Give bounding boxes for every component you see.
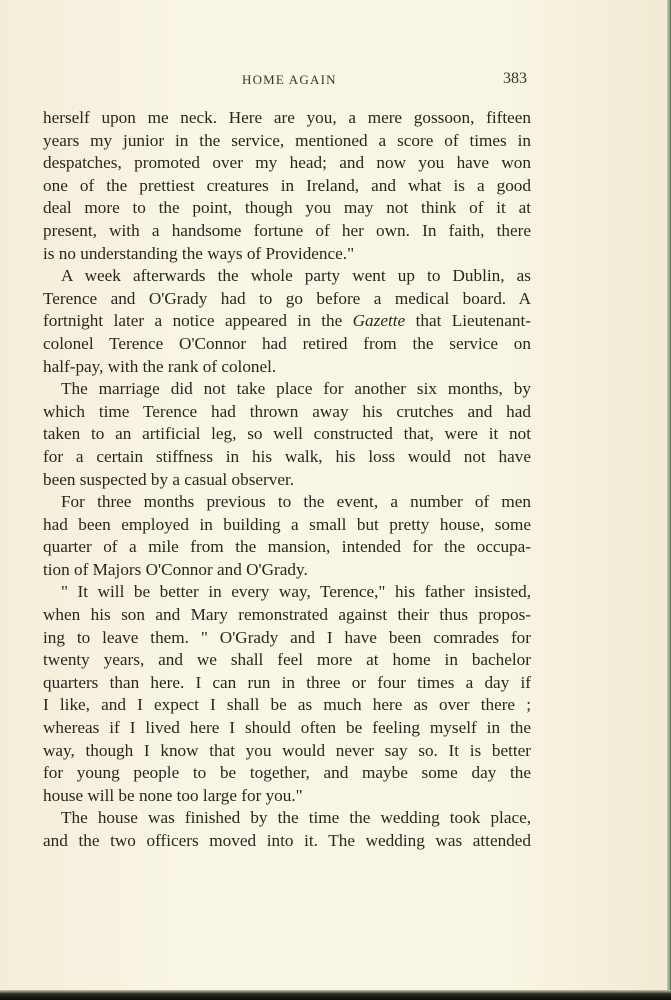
text-segment: that Lieutenant- [405,311,531,331]
text-line: house will be none too large for you." [43,785,303,805]
text-line: tion of Majors O'Connor and O'Grady. [43,559,308,579]
text-line: The marriage did not take place for another six months, by [61,379,531,399]
text-line: " It will be better in every way, Terence," his father insisted, [61,582,531,602]
text-line: colonel Terence O'Connor had retired from the service on [43,333,531,353]
page-edge-bottom [0,990,671,1000]
text-segment: fortnight later a notice appeared in the [43,311,353,331]
text-line: for young people to be together, and maybe some day the [43,763,531,783]
text-line: is no understanding the ways of Providence." [43,243,355,263]
text-line: for a certain stiffness in his walk, his loss would not have [43,446,531,466]
text-line: whereas if I lived here I should often be feeling myself in the [43,718,531,738]
text-line: despatches, promoted over my head; and now you have won [43,153,531,173]
text-line: taken to an artificial leg, so well constructed that, were it not [43,424,531,444]
text-line: present, with a handsome fortune of her own. In faith, there [43,220,531,240]
text-line: A week afterwards the whole party went up to Dublin, as [61,266,531,286]
text-line: ing to leave them. " O'Grady and I have been comrades for [43,627,531,647]
text-line: quarters than here. I can run in three or four times a day if [43,672,531,692]
text-line: way, though I know that you would never say so. It is better [43,740,531,760]
text-line: herself upon me neck. Here are you, a mere gossoon, fifteen [43,108,531,127]
text-line: I like, and I expect I shall be as much here as over there ; [43,695,531,715]
text-line: one of the prettiest creatures in Ireland, and what is a good [43,175,531,195]
text-line: deal more to the point, though you may not think of it at [43,198,531,218]
text-line: and the two officers moved into it. The wedding was attended [43,831,531,850]
text-line [43,310,531,333]
page-header [0,72,671,92]
text-line: been suspected by a casual observer. [43,469,295,489]
text-line: The house was finished by the time the wedding took place, [61,808,531,828]
text-line: For three months previous to the event, a number of men [61,492,531,512]
body-text [43,107,531,853]
page-number: 383 [503,70,527,87]
text-line: when his son and Mary remonstrated against their thus propos- [43,605,531,625]
running-head: HOME AGAIN [242,72,337,87]
italic-title: Gazette [352,311,406,331]
text-line: twenty years, and we shall feel more at home in bachelor [43,650,531,670]
text-line: which time Terence had thrown away his crutches and had [43,401,531,421]
page-edge-right [667,0,671,1000]
text-line: half-pay, with the rank of colonel. [43,356,277,376]
text-line: years my junior in the service, mentioned a score of times in [43,130,531,150]
text-line: quarter of a mile from the mansion, intended for the occupa- [43,537,531,557]
text-line: Terence and O'Grady had to go before a medical board. A [43,288,531,308]
text-line: had been employed in building a small but pretty house, some [43,514,531,534]
